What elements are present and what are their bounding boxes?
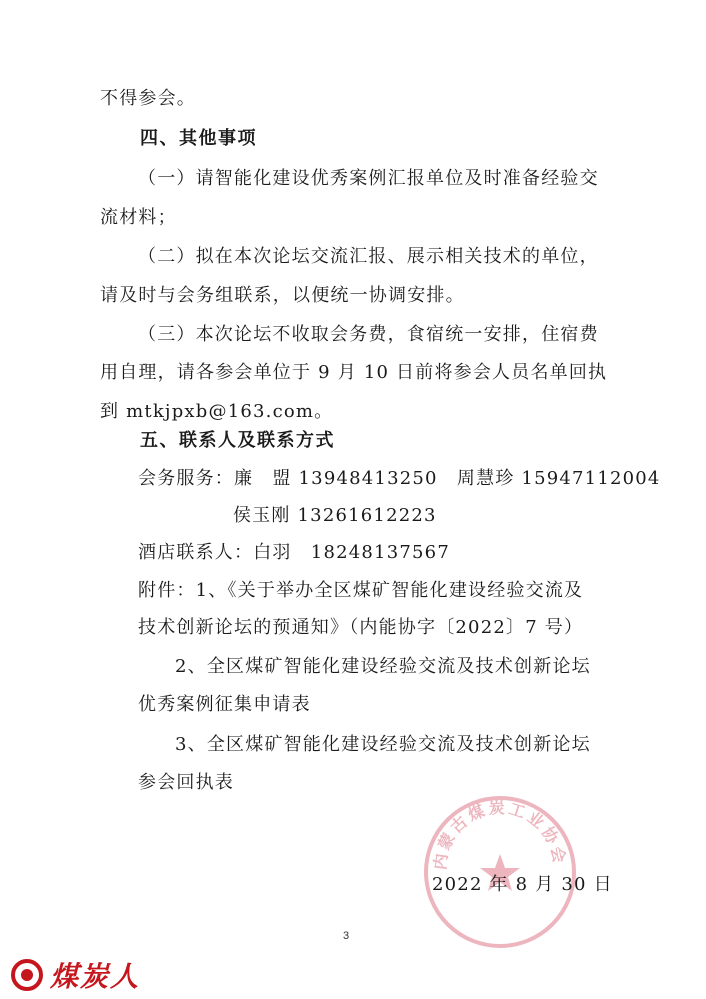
watermark [10,955,140,995]
text-line: （二）拟在本次论坛交流汇报、展示相关技术的单位， [138,246,599,267]
text-line: 到 mtkjpxb@163.com。 [100,401,334,422]
section-heading: 五、联系人及联系方式 [140,430,335,451]
text-line: 侯玉刚 13261612223 [233,505,437,526]
page-number: 3 [343,930,350,942]
text-line: 2、全区煤矿智能化建设经验交流及技术创新论坛 [175,656,591,677]
text-line: 3、全区煤矿智能化建设经验交流及技术创新论坛 [175,734,591,755]
watermark-logo-icon [10,958,44,992]
text-line: 流材料； [100,207,177,228]
text-line: 酒店联系人：白羽 18248137567 [138,542,450,563]
watermark-text: 煤炭人 [50,960,141,993]
text-line: 附件：1、《关于举办全区煤矿智能化建设经验交流及 [138,580,584,601]
text-line: 技术创新论坛的预通知》（内能协字〔2022〕7 号） [138,617,584,638]
svg-text:内蒙古煤炭工业协会: 内蒙古煤炭工业协会 [430,798,570,871]
section-heading: 四、其他事项 [140,128,257,149]
document-date: 2022 年 8 月 30 日 [432,874,613,895]
text-line: （一）请智能化建设优秀案例汇报单位及时准备经验交 [138,168,599,189]
text-line: 优秀案例征集申请表 [138,694,311,715]
text-line: 用自理，请各参会单位于 9 月 10 日前将参会人员名单回执 [100,362,608,383]
text-line: 会务服务：廉 盟 13948413250 周慧珍 15947112004 [138,468,661,489]
official-seal-icon [420,792,580,952]
text-line: （三）本次论坛不收取会务费，食宿统一安排，住宿费 [138,324,599,345]
text-line: 不得参会。 [100,88,196,109]
text-line: 请及时与会务组联系，以便统一协调安排。 [100,285,465,306]
text-line: 参会回执表 [138,772,234,793]
